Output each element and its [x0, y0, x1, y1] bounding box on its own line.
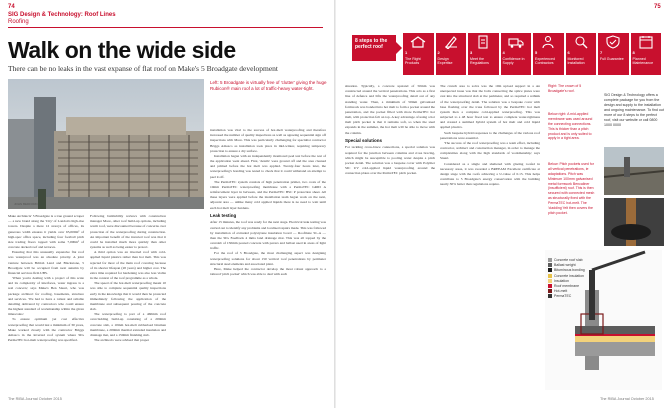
step-5	[533, 33, 564, 75]
steps-strip	[403, 33, 661, 75]
installation-icon	[573, 35, 589, 49]
body-paragraph: installation was vital to the success of hot-melt waterproofing and therefore increased the number of quality inspections as well as agreeing sequential sign off inspections with Mace. This was particularly challenging for specialist contractor Briggs Amasco as installation took place in mid-winter, requiring temporary protection to ensure a dry surface.	[210, 128, 326, 153]
body-paragraph: 'When you're dealing with a project of this scale and its complexity of interfaces, water ingress is a real concern,' says Make's Ben Stuart, who was package architect for roofing, basements, structure and services. 'We had to have a robust and reliable detailing delivered by contractors who could ensure the highest standard of workmanship within the given timescales.'	[8, 276, 84, 317]
left-footer: The RIBA Journal October 2015	[8, 397, 62, 401]
body-paragraph: The waterproofing is part of a 460mm roof overcladding build-up consisting of a 200mm concrete slab, a 10mm hot-melt rubberised bitumen membrane, a 200mm thermal extruded insulation and drainage mat, and a 150mm finishing slab.	[90, 312, 166, 337]
body-paragraph: The PermaTEC system consists of high penetration primer, two coats of the 10mm PermaTEC waterproofing membrane with a PermaTEC GRID A reinforcement layer in between, and the PermaTEC BSC P protection sheet. All these layers were applied before the installation team began work on the next, adjacent area — unlike many cold applied liquids there is no need to wait until each hot melt layer hardens.	[210, 179, 326, 210]
step-number: 5	[535, 50, 538, 55]
legend-swatch	[548, 263, 552, 267]
roof-products-icon	[410, 35, 426, 49]
subheading-special-solutions: Special solutions	[345, 137, 383, 143]
step-number: 3	[470, 50, 473, 55]
step-label: Design Expertise	[437, 56, 453, 65]
body-paragraph: Ensuring that this unusually expansive flat roof was waterproof was an absolute priority. A joint venture between British Land and Blackstone, 5 Broadgate will be occupied from next autumn by financial services firm UBS.	[8, 250, 84, 275]
legend-swatch	[548, 294, 552, 298]
step-number: 1	[405, 50, 408, 55]
body-paragraph: situation. Typically, a concrete upstand of 50mm was constructed around the vertical penetrations. This acts as a first line of defence and lifts the waterproofing detail out of any standing water. Then, a minimum of 50mm galvanised formwork was bonded into hot melt to form a pocket around the penetration, and the pocket filled with more PermaTEC hot melt, with protection felt on top. A key advantage of using a hot melt pitch pocket is that it remains soft, so when the steel expands in the summer, the hot melt will be able to move with the column.	[345, 84, 435, 135]
body-paragraph: The speed of the hot-melt waterproofing meant 10 was able to complete sequential quality inspections early in the knowledge that it would then be protected immediately following the application of the membrane and subsequent pouring of the concrete slab.	[90, 281, 166, 312]
design-expertise-icon	[443, 35, 459, 49]
caption-below-right: Below right: A mid-applied membrane was used around the connecting connections. This is thicker than a pitch product and is only suited to apply in a tight area.	[548, 112, 593, 141]
body-paragraph: For tackling cross-brace connections, a special solution was required for the junction between columns and cross bracing, which might be susceptible to pooling water despite a pitch pocket detail. The solution was a bespoke cover with Polymer SIC UV cold-applied liquid waterproofing around the connection plates over the PermaTEC pitch pocket.	[345, 145, 435, 176]
body-paragraph: To ensure optimum yet cost effective waterproofing that would last a minimum of 30 years, Make worked closely with the contractor Briggs Amasco in the inverted roof system where SIG PermaTEC hot-melt waterproofing was specified.	[8, 317, 84, 343]
left-page-number: 74	[8, 4, 15, 10]
legend-item: Bituminous bonding	[548, 268, 585, 272]
regulations-icon	[475, 35, 491, 49]
step-2	[436, 33, 467, 75]
step-number: 8	[632, 50, 635, 55]
right-footer: The RIBA Journal October 2015	[600, 397, 654, 401]
body-paragraph: After 15 minutes, the roof was ready for the next stage. Electrical leak testing was carried out to identify any problems and localised repairs made. This was followed by installation of extruded polystyrene insulation board — Roofmate SL-A — then the SIG Feedback 4 mma land drainage mat. This was all topped by the overslab of 150mm poured concrete with pavers and ballast used in areas of light traffic.	[210, 220, 326, 251]
article-standfirst: There can be no leaks in the vast expanse of flat roof on Make's 5 Broadgate development	[8, 64, 279, 73]
legend-swatch	[548, 279, 552, 283]
step-3	[468, 33, 499, 75]
caption-below: Below: Pitch pockets used for all vertical penetrations, ie adaptations. Pitch was Minimum 100mm galvanised metal formwork Bencaliner (insufficient) roof. This is then secured with connected mesh as structurally fixed with the PermaTEC hot-melt. The 'cladding' felt then covers the pitch pocket.	[548, 162, 595, 215]
body-column-1	[8, 214, 84, 343]
photo-caption: Left: 5 Broadgate is virtually free of 'clutter' giving the huge Rubicon® main roof a lot of traffic-heavy water-tight.	[210, 80, 327, 92]
body-column-3	[210, 128, 326, 277]
section-subtitle: Roofing	[8, 19, 29, 25]
photo-credit: JOHN BEDFORD	[14, 202, 38, 206]
step-label: The Right Products	[405, 56, 421, 65]
legend-item: Roof membrane	[548, 284, 585, 288]
header-rule	[8, 27, 323, 28]
legend-swatch	[548, 274, 552, 278]
step-number: 2	[437, 50, 440, 55]
steps-banner: 8 steps to the perfect roof	[352, 35, 396, 61]
body-paragraph: For the roof of 5 Broadgate, the most challenging aspect was designing waterproofing solutions for about 150 vertical roof penetrations by perimeter structural steel elements and associated plant.	[210, 251, 326, 266]
body-paragraph: The architects were advised that proper	[94, 338, 150, 343]
step-1	[403, 33, 434, 75]
section-title: SIG Design & Technology: Roof Lines	[8, 12, 116, 18]
guarantee-icon	[605, 35, 621, 49]
sig-promo-caption: SIG Design & Technology offers a complete package for you from the design and supply to the installation and ongoing maintenance. To find out more of our 8 steps to the perfect roof, visit our website or call 0800 1000 0000	[604, 93, 664, 128]
intro-paragraph: Make Architects' 5 Broadgate is a true ground scraper — a new brand along the 'City' of London's high-rise towers. Despite a mere 12 storeys of offices, its generous width ensures it yields over 65,000m² of high-spec office space, including four football pitch size trading floors topped with some 7,000m² of concrete decked roof and terraces.	[8, 214, 84, 250]
running-head	[8, 12, 116, 25]
step-8	[631, 33, 662, 75]
step-label: Meet the Regulations	[470, 56, 489, 65]
building-photo	[8, 79, 204, 209]
diagram-legend	[548, 258, 585, 300]
body-paragraph: Following buildability reviews with construction manager Mace, other roof build-up options, including warm roof, were discounted because of concerns over protection of the waterproofing during construction. An important benefit of the inverted roof was that it could be installed much more quickly than other systems as well as being easier to protect.	[90, 214, 166, 250]
legend-item: Concrete roof slab	[548, 258, 585, 262]
membrane-detail-photo	[604, 198, 664, 246]
step-number: 4	[502, 50, 505, 55]
legend-swatch	[548, 284, 552, 288]
legend-item: PermaTEC	[548, 294, 585, 298]
step-label: Full Guarantee	[600, 56, 624, 61]
body-paragraph: 'The success of the roof waterproofing was a team effort, including contractor, architect and construction manager, in order to manage the complexities along with the high standards of workmanship,' says Stuart.	[440, 140, 540, 161]
body-paragraph: A third option was an inverted roof with cold-applied liquid plastics rather than hot melt. This was rejected for most of the main roof covering because of its shorter lifespan (20 years) and higher cost. The extra time required for hardening was also less viable in the context of the roof programme as a whole.	[90, 250, 166, 281]
step-label: Confidence in Supply	[502, 56, 525, 65]
step-7	[598, 33, 629, 75]
legend-swatch	[548, 289, 552, 293]
step-number: 7	[600, 50, 603, 55]
page-gutter	[334, 0, 336, 408]
supply-icon	[508, 35, 524, 49]
legend-swatch	[548, 258, 552, 262]
step-6	[566, 33, 597, 75]
contractors-icon	[540, 35, 556, 49]
subheading-leak-testing: Leak testing	[210, 212, 237, 218]
legend-item: Ballast weight	[548, 263, 585, 267]
step-number: 6	[567, 50, 570, 55]
body-column-4	[345, 84, 435, 176]
body-paragraph: Such bespoke hybrid responses to the challenges of the various roof penetrations were essential.	[440, 130, 540, 140]
legend-item: Concrete insulation	[548, 274, 585, 278]
step-label: Experienced Contractors	[535, 56, 555, 65]
body-paragraph: Considered as a single and sheltered with glazing roofed in necessary areas, it was awarded a BREEAM Excellent certificate at design stage with the roofs achieving a U-value of 0.15. This helps contribute to 5 Broadgate's energy conservation with the building nearly 30% better than regulations require.	[440, 161, 540, 187]
body-paragraph: The crunch area to solve was the 10m upload support in a An unexpected issue was that the bolts connecting the splice plates were cast into the structural slab at the perimeter, and so required a rethink of the waterproofing detail. The solution was a bespoke cover with base flashing over the truss followed by the PermaTEC hot melt system then a complete cold-applied waterproofing. This was subjected to a 48 hour flood test to ensure complete water-tightness and created a summed hybrid system of hot melt and cold liquid applied plastics.	[440, 84, 540, 130]
body-column-2	[90, 214, 166, 343]
caption-right: Right: The crown of 5 Broadgate's roof.	[548, 84, 582, 93]
body-paragraph: Installation began with an independently monitored peel test before the rest of the application went ahead. First, 'details' were ground off and the area cleaned and primed before the hot melt was applied. Twenty-four hours later, the waterproofing's bonding was tested to check that it could withstand an attempt to peel it off.	[210, 153, 326, 179]
article-headline: Walk on the wide side	[8, 37, 236, 63]
body-column-5	[440, 84, 540, 187]
body-paragraph: Here, Make helped the contractor develop the most robust approach to a tailored 'pitch pocket' which was able to deal with each	[210, 266, 326, 277]
legend-swatch	[548, 268, 552, 272]
maintenance-icon	[638, 35, 654, 49]
legend-item: Insulation	[548, 279, 585, 283]
right-page-number: 75	[654, 4, 661, 10]
step-label: Planned Maintenance	[632, 56, 654, 65]
legend-item: Hot-melt	[548, 289, 585, 293]
roof-crown-photo	[604, 147, 664, 195]
step-label: Monitored Installation	[567, 56, 585, 65]
step-4	[501, 33, 532, 75]
